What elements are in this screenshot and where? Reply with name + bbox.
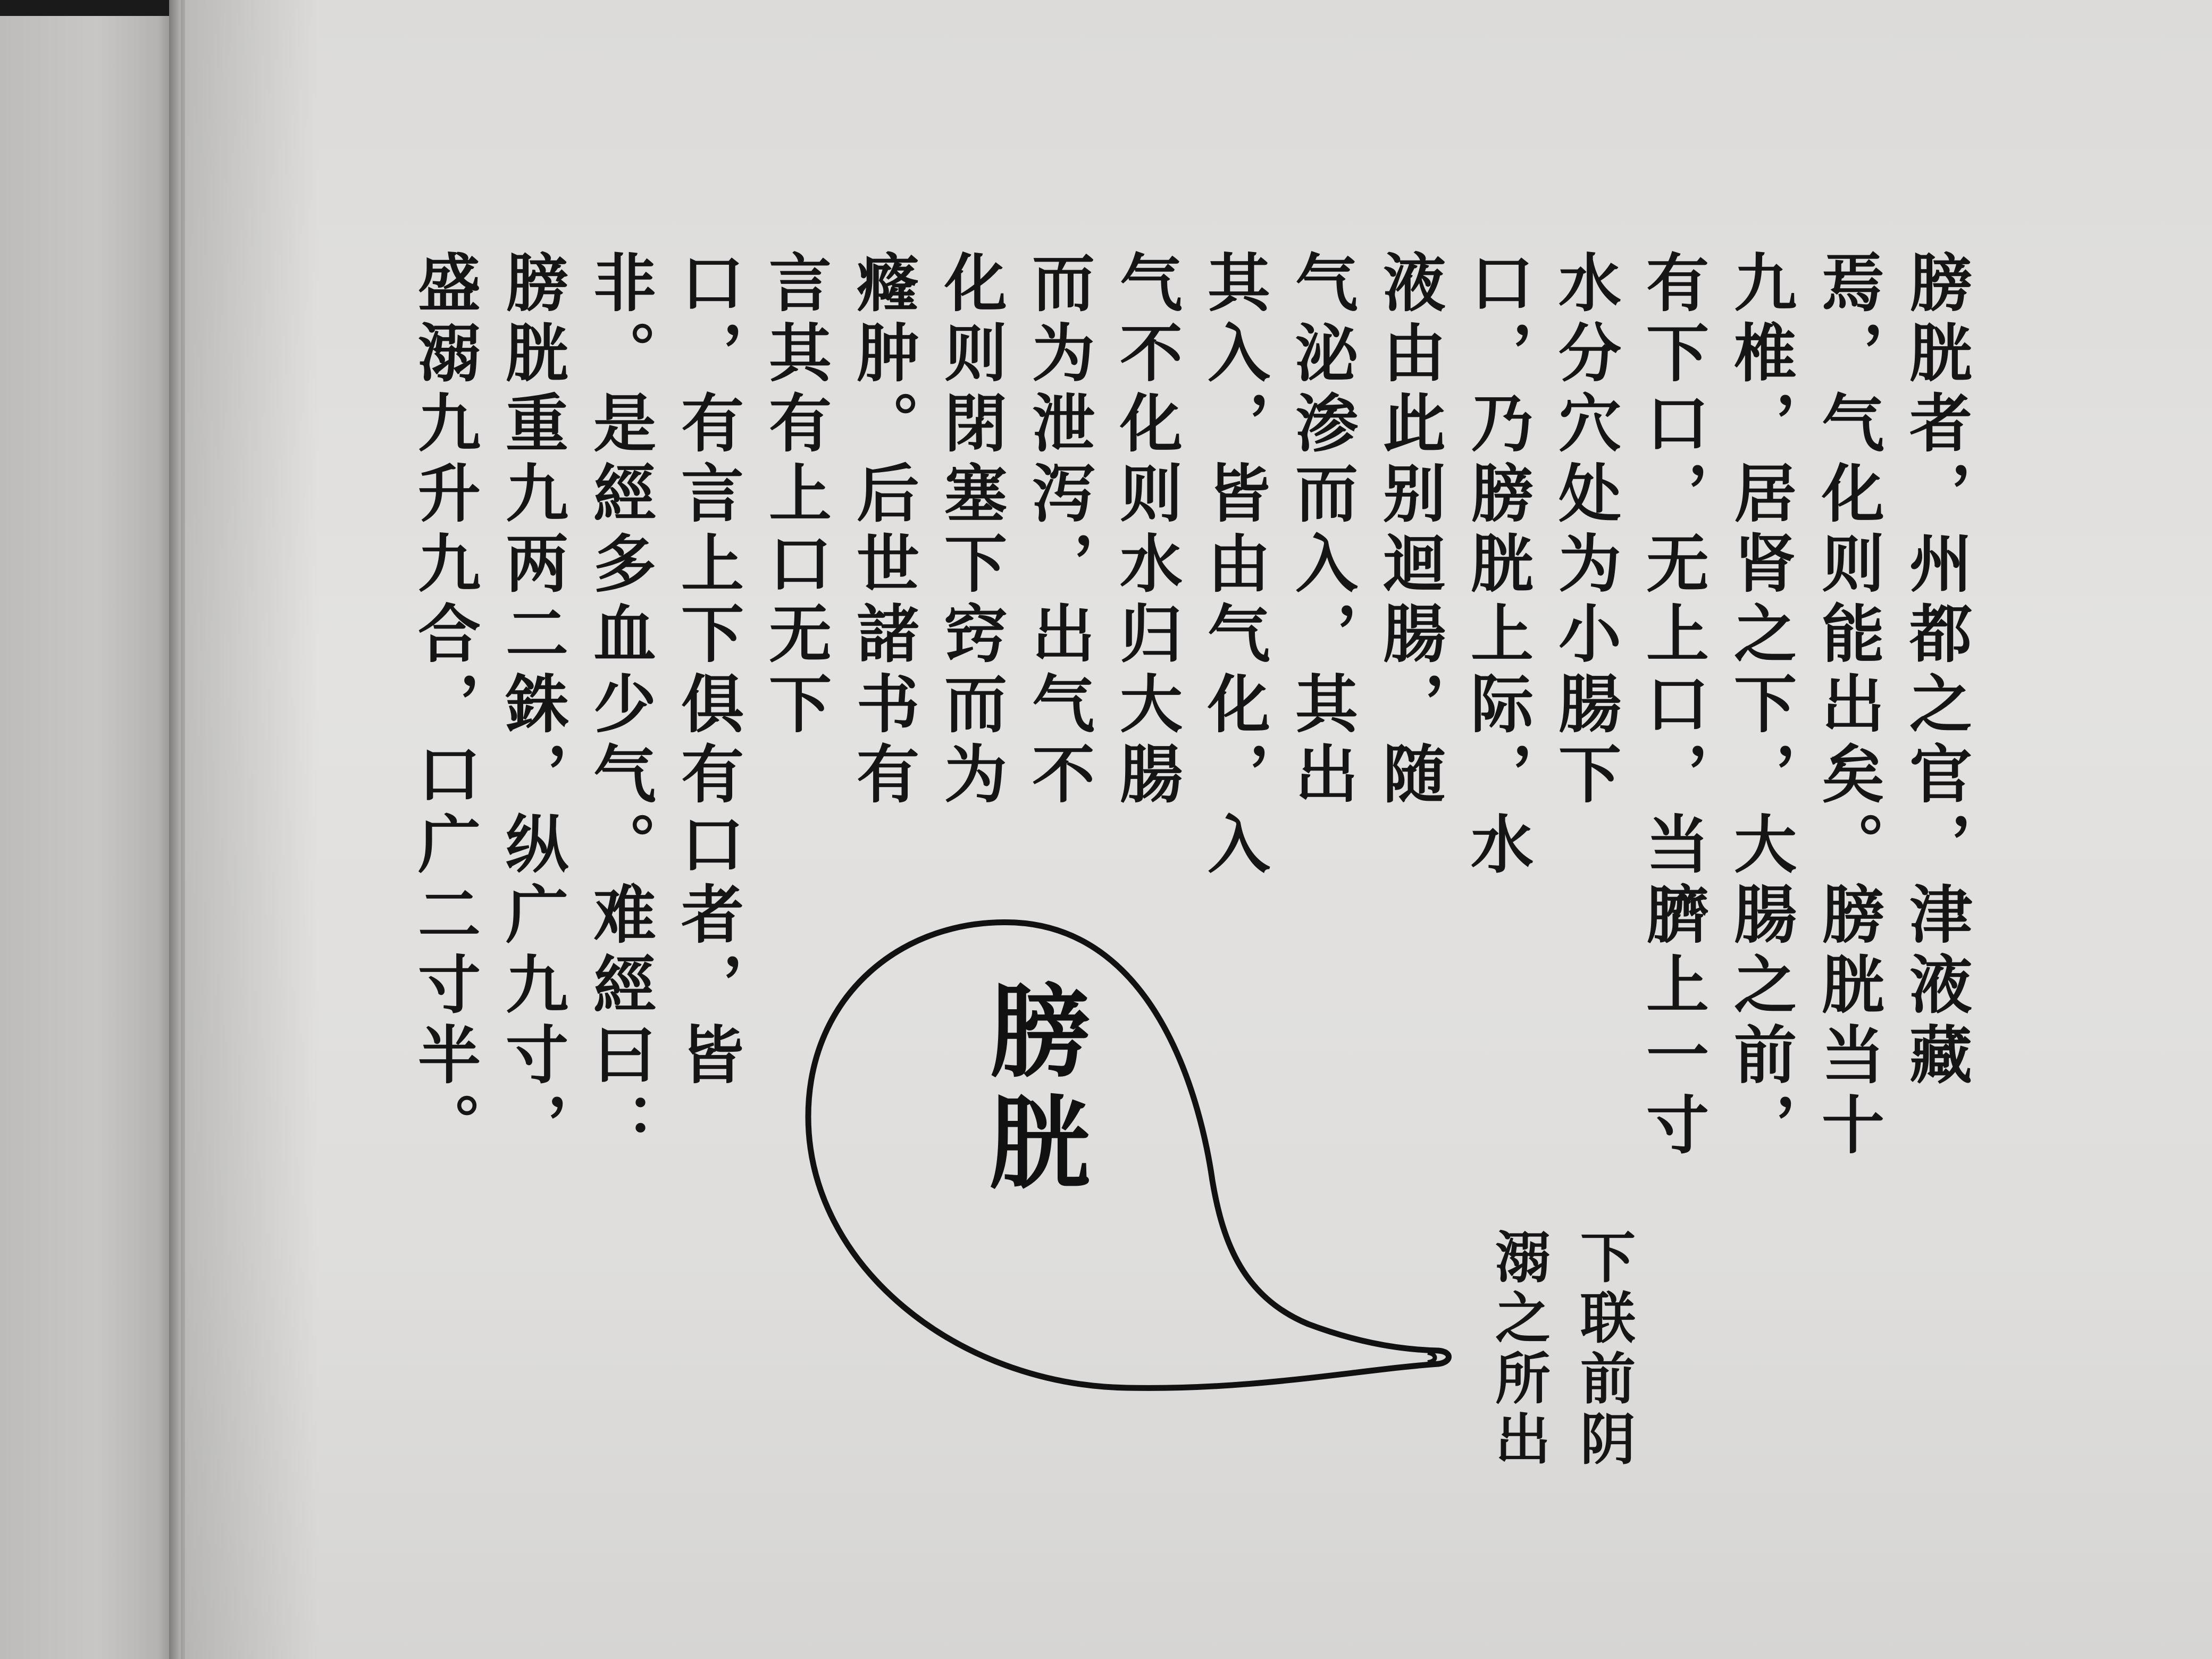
text-column-15: 口，有言上下俱有口者，皆 [671, 250, 744, 1092]
text-column-11: 而为泄泻，出气不 [1021, 250, 1095, 811]
bladder-outlet-tip [1428, 1353, 1435, 1362]
text-column-8: 气泌渗而入，其出 [1285, 250, 1358, 811]
outlet-label-1: 下联前阴 [1571, 1228, 1636, 1471]
text-column-5: 水分穴处为小腸下 [1548, 250, 1621, 811]
left-page [0, 0, 175, 1659]
text-column-17: 膀胱重九两二銖，纵广九寸， [495, 250, 568, 1162]
text-column-18: 盛溺九升九合，口广二寸半。 [407, 250, 481, 1162]
organ-label: 膀胱 [973, 978, 1091, 1202]
text-column-16: 非。是經多血少气。难經曰： [583, 250, 656, 1162]
text-column-3: 九椎，居肾之下，大腸之前， [1723, 250, 1797, 1162]
text-column-13: 癃肿。后世諸书有 [846, 250, 919, 811]
gutter-shadow [181, 0, 319, 1659]
text-column-6: 口，乃膀胱上际，水 [1460, 250, 1534, 882]
left-page-top-edge [0, 0, 191, 16]
outlet-label-2: 溺之所出 [1486, 1228, 1551, 1471]
text-column-9: 其入，皆由气化，入 [1197, 250, 1270, 882]
text-column-10: 气不化则水归大腸 [1109, 250, 1183, 811]
text-column-1: 膀胱者，州都之官，津液藏 [1899, 250, 1972, 1092]
bladder-outline [808, 923, 1449, 1388]
text-column-2: 焉，气化则能出矣。膀胱当十 [1811, 250, 1884, 1162]
text-column-7: 液由此别迴腸，随 [1372, 250, 1446, 811]
text-column-12: 化则閉塞下窍而为 [934, 250, 1007, 811]
bladder-diagram [787, 883, 1478, 1414]
text-column-14: 言其有上口无下 [758, 250, 832, 741]
text-column-4: 有下口，无上口，当臍上一寸 [1636, 250, 1709, 1162]
